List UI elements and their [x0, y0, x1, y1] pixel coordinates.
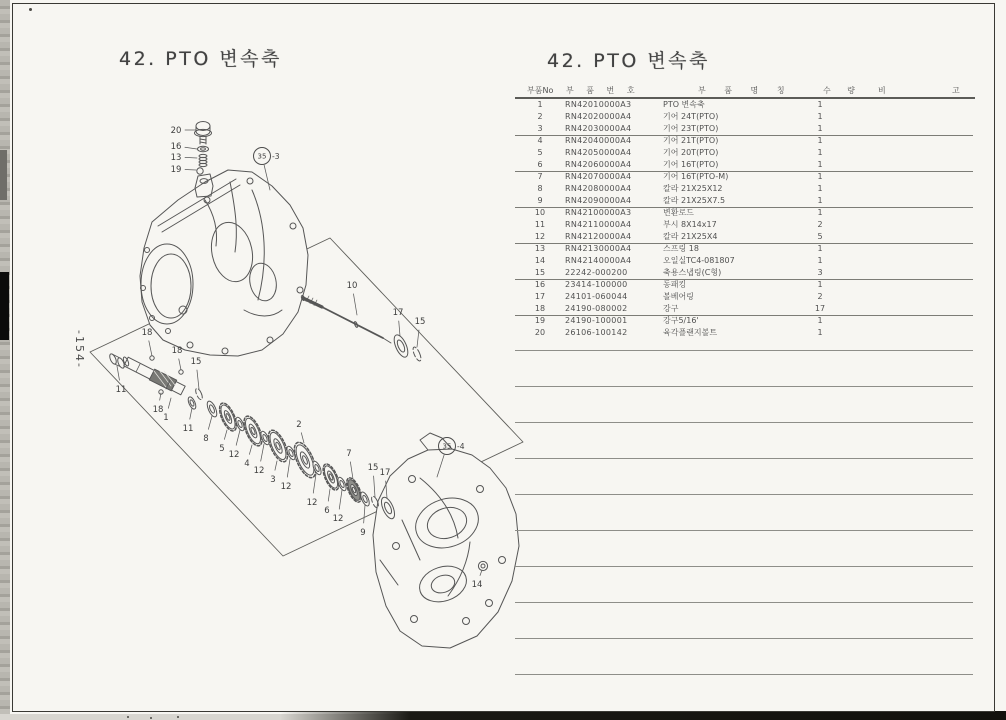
- callout-label: 6: [324, 506, 330, 516]
- figure-ref-label: 35: [442, 442, 452, 451]
- table-cell: [840, 231, 975, 243]
- detent-bolt-stack: [195, 122, 212, 175]
- leader-line: [149, 341, 152, 356]
- table-row: [515, 111, 975, 123]
- table-cell: RN42090000A4: [565, 196, 632, 205]
- table-cell: 오일실TC4-081807: [663, 256, 735, 265]
- callout-label: 12: [253, 466, 265, 476]
- table-row: [515, 279, 975, 291]
- table-cell: 24190-100001: [565, 316, 628, 325]
- table-cell: 기어 23T(PTO): [663, 124, 719, 133]
- callout-label: 12: [332, 514, 344, 524]
- table-cell: 1: [817, 208, 823, 217]
- table-cell: 13: [534, 244, 546, 253]
- table-cell: 동패킹: [663, 280, 687, 289]
- table-cell: 5: [817, 232, 823, 241]
- table-cell: 기어 21T(PTO): [663, 136, 719, 145]
- table-cell: 24190-080002: [565, 304, 628, 313]
- table-cell: 1: [817, 280, 823, 289]
- table-cell: 1: [817, 244, 823, 253]
- table-row: [515, 147, 975, 159]
- table-cell: 1: [817, 124, 823, 133]
- table-cell: RN42080000A4: [565, 184, 632, 193]
- leader-line: [179, 359, 181, 370]
- leader-line: [249, 445, 252, 454]
- gear-part: [290, 439, 320, 480]
- leader-line: [374, 476, 375, 497]
- callout-label: 14: [471, 580, 483, 590]
- table-cell: RN42040000A4: [565, 136, 632, 145]
- callout-label: 1: [163, 413, 169, 423]
- leader-line: [353, 294, 357, 315]
- header-part-name: 부 품 명 칭: [698, 86, 793, 95]
- table-cell: 강구5/16': [663, 316, 699, 325]
- table-cell: [840, 159, 975, 171]
- table-cell: 2: [817, 220, 823, 229]
- table-cell: 기어 24T(PTO): [663, 112, 719, 121]
- table-cell: [840, 279, 975, 291]
- table-cell: 23414-100000: [565, 280, 628, 289]
- table-cell: 1: [817, 316, 823, 325]
- table-cell: [840, 315, 975, 327]
- gear-part: [265, 428, 292, 465]
- table-cell: 17: [534, 292, 546, 301]
- ruled-line: [515, 135, 973, 136]
- table-cell: 9: [537, 196, 543, 205]
- callout-label: 3: [270, 475, 276, 485]
- header-part-number: 부 품 번 호: [566, 86, 640, 95]
- leader-line: [185, 169, 196, 170]
- table-cell: 기어 20T(PTO): [663, 148, 719, 157]
- callout-label: 18: [152, 405, 164, 415]
- callout-label: 17: [392, 308, 404, 318]
- shift-rod: [301, 295, 391, 343]
- table-cell: 7: [537, 172, 543, 181]
- ruled-line: [515, 674, 973, 675]
- table-cell: 2: [537, 112, 543, 121]
- leader-line: [328, 489, 330, 501]
- table-cell: RN42060000A4: [565, 160, 632, 169]
- table-cell: RN42130000A4: [565, 244, 632, 253]
- callout-label: 7: [346, 449, 352, 459]
- table-cell: 5: [537, 148, 543, 157]
- table-cell: RN42100000A3: [565, 208, 632, 217]
- table-cell: 26106-100142: [565, 328, 628, 337]
- table-cell: 1: [817, 328, 823, 337]
- table-cell: 칼라 21X25X12: [663, 184, 723, 193]
- table-cell: [840, 99, 975, 111]
- callout-label: 8: [203, 434, 209, 444]
- table-cell: 스프링 18: [663, 244, 699, 253]
- ruled-line: [515, 458, 973, 459]
- table-cell: 1: [817, 100, 823, 109]
- table-cell: [840, 183, 975, 195]
- table-cell: [840, 195, 975, 207]
- page-number: -154-: [73, 330, 86, 369]
- header-quantity: 수 량: [823, 86, 862, 95]
- gear-part: [344, 476, 365, 504]
- table-cell: 1: [817, 112, 823, 121]
- callout-label: 2: [296, 420, 302, 430]
- table-cell: RN42110000A4: [565, 220, 632, 229]
- table-cell: [840, 171, 975, 183]
- table-cell: 10: [534, 208, 546, 217]
- gear-part: [320, 462, 342, 492]
- table-cell: [840, 123, 975, 135]
- leader-line: [185, 157, 197, 158]
- ruled-line: [515, 350, 973, 351]
- table-cell: RN42140000A4: [565, 256, 632, 265]
- leader-line: [350, 462, 353, 479]
- table-cell: 1: [537, 100, 543, 109]
- ruled-line: [515, 422, 973, 423]
- table-cell: 1: [817, 196, 823, 205]
- leader-line: [197, 370, 199, 389]
- table-cell: 11: [534, 220, 546, 229]
- callout-label: 12: [280, 482, 292, 492]
- table-row: [515, 243, 975, 255]
- table-cell: 19: [534, 316, 546, 325]
- table-cell: 칼라 21X25X4: [663, 232, 718, 241]
- table-row: [515, 99, 975, 111]
- figure-ref-label: 35: [257, 152, 267, 161]
- table-cell: RN42030000A4: [565, 124, 632, 133]
- header-remark-left: 비: [878, 86, 886, 95]
- leader-line: [261, 444, 264, 461]
- callout-label: 15: [414, 317, 426, 327]
- table-cell: 기어 16T(PTO-M): [663, 172, 729, 181]
- table-cell: [840, 303, 975, 315]
- table-cell: 1: [817, 148, 823, 157]
- header-part-no-col: 부품No: [527, 86, 554, 95]
- ruled-line: [515, 494, 973, 495]
- table-cell: 3: [537, 124, 543, 133]
- table-cell: 12: [534, 232, 546, 241]
- ruled-line: [515, 315, 973, 316]
- leader-line: [364, 505, 365, 523]
- ruled-line: [515, 207, 973, 208]
- callout-label: 15: [367, 463, 379, 473]
- right-page-title: 42. PTO 변속축: [547, 50, 710, 72]
- table-cell: 변환로드: [663, 208, 694, 217]
- leader-line: [399, 321, 400, 336]
- table-cell: RN42120000A4: [565, 232, 632, 241]
- table-cell: RN42010000A3: [565, 100, 632, 109]
- figure-ref-suffix: -3: [272, 152, 280, 161]
- table-row: [515, 195, 975, 207]
- parts-table: [515, 84, 975, 339]
- figure-ref-suffix: -4: [457, 442, 465, 451]
- callout-label: 16: [170, 142, 182, 152]
- table-cell: 8: [537, 184, 543, 193]
- ruled-line: [515, 566, 973, 567]
- leader-line: [236, 430, 240, 445]
- table-cell: [840, 219, 975, 231]
- table-cell: 부시 8X14x17: [663, 220, 717, 229]
- table-cell: 육각플랜지볼트: [663, 328, 718, 337]
- callout-label: 19: [170, 165, 182, 175]
- leader-line: [275, 461, 277, 470]
- table-cell: 칼라 21X25X7.5: [663, 196, 726, 205]
- leader-line: [339, 490, 342, 509]
- upper-housing: [140, 170, 308, 356]
- table-row: [515, 183, 975, 195]
- table-row: [515, 135, 975, 147]
- ring-part: [205, 400, 218, 418]
- ruled-line: [515, 171, 973, 172]
- table-cell: 16: [534, 280, 546, 289]
- table-row: [515, 219, 975, 231]
- table-cell: 15: [534, 268, 546, 277]
- table-row: [515, 171, 975, 183]
- ruled-line: [515, 386, 973, 387]
- callout-label: 11: [182, 424, 194, 434]
- table-cell: [840, 147, 975, 159]
- ruled-line: [515, 279, 973, 280]
- table-cell: [840, 135, 975, 147]
- table-cell: 20: [534, 328, 546, 337]
- callout-label: 18: [141, 328, 153, 338]
- lower-housing: [373, 433, 519, 648]
- leader-line: [208, 416, 212, 429]
- table-cell: 축용스냅링(C형): [663, 268, 722, 277]
- table-cell: 24101-060044: [565, 292, 628, 301]
- table-row: [515, 123, 975, 135]
- table-row: [515, 327, 975, 339]
- callout-label: 12: [228, 450, 240, 460]
- table-cell: RN42050000A4: [565, 148, 632, 157]
- table-cell: [840, 267, 975, 279]
- callout-label: 12: [306, 498, 318, 508]
- leader-line: [190, 408, 192, 419]
- callout-label: 4: [244, 459, 250, 469]
- table-cell: 1: [817, 184, 823, 193]
- table-cell: [840, 207, 975, 219]
- table-cell: RN42070000A4: [565, 172, 632, 181]
- table-cell: 3: [817, 268, 823, 277]
- table-cell: 1: [817, 172, 823, 181]
- table-cell: 강구: [663, 304, 679, 313]
- table-row: [515, 159, 975, 171]
- leader-line: [287, 459, 290, 477]
- callout-label: 5: [219, 444, 225, 454]
- table-cell: 볼베어링: [663, 292, 694, 301]
- ruled-line: [515, 530, 973, 531]
- table-row: [515, 255, 975, 267]
- ruled-line: [515, 602, 973, 603]
- callout-label: 9: [360, 528, 366, 538]
- leader-line: [185, 147, 197, 149]
- table-row: [515, 231, 975, 243]
- table-cell: 1: [817, 256, 823, 265]
- table-cell: 18: [534, 304, 546, 313]
- leader-line: [117, 366, 119, 380]
- callout-label: 18: [171, 346, 183, 356]
- table-row: [515, 303, 975, 315]
- left-page-title: 42. PTO 변속축: [119, 48, 282, 70]
- leader-line: [168, 398, 171, 408]
- table-cell: [840, 327, 975, 339]
- oil-seal: [478, 561, 487, 570]
- table-cell: 4: [537, 136, 543, 145]
- table-row: [515, 291, 975, 303]
- callout-label: 20: [170, 126, 182, 136]
- table-cell: RN42020000A4: [565, 112, 632, 121]
- table-cell: [840, 243, 975, 255]
- leader-line: [224, 430, 227, 439]
- gear-chain: [187, 396, 398, 521]
- table-cell: [840, 255, 975, 267]
- callout-label: 10: [346, 281, 358, 291]
- table-row: [515, 267, 975, 279]
- leader-line: [417, 330, 419, 347]
- table-row: [515, 207, 975, 219]
- callout-label: 13: [170, 153, 182, 163]
- ruled-line: [515, 243, 973, 244]
- table-header: [515, 84, 975, 99]
- table-cell: 1: [817, 160, 823, 169]
- gear-part: [216, 401, 240, 434]
- table-cell: [840, 111, 975, 123]
- ruled-line: [515, 638, 973, 639]
- table-cell: 기어 16T(PTO): [663, 160, 719, 169]
- leader-line: [301, 433, 304, 443]
- table-cell: 6: [537, 160, 543, 169]
- header-remark-right: 고: [952, 86, 960, 95]
- table-cell: 14: [534, 256, 546, 265]
- table-cell: [840, 291, 975, 303]
- table-cell: PTO 변속축: [663, 100, 705, 109]
- callout-label: 15: [190, 357, 202, 367]
- table-cell: 22242-000200: [565, 268, 628, 277]
- callout-label: 11: [115, 385, 127, 395]
- table-cell: 2: [817, 292, 823, 301]
- table-cell: 1: [817, 136, 823, 145]
- table-cell: 17: [814, 304, 826, 313]
- table-row: [515, 315, 975, 327]
- callout-label: 17: [379, 468, 391, 478]
